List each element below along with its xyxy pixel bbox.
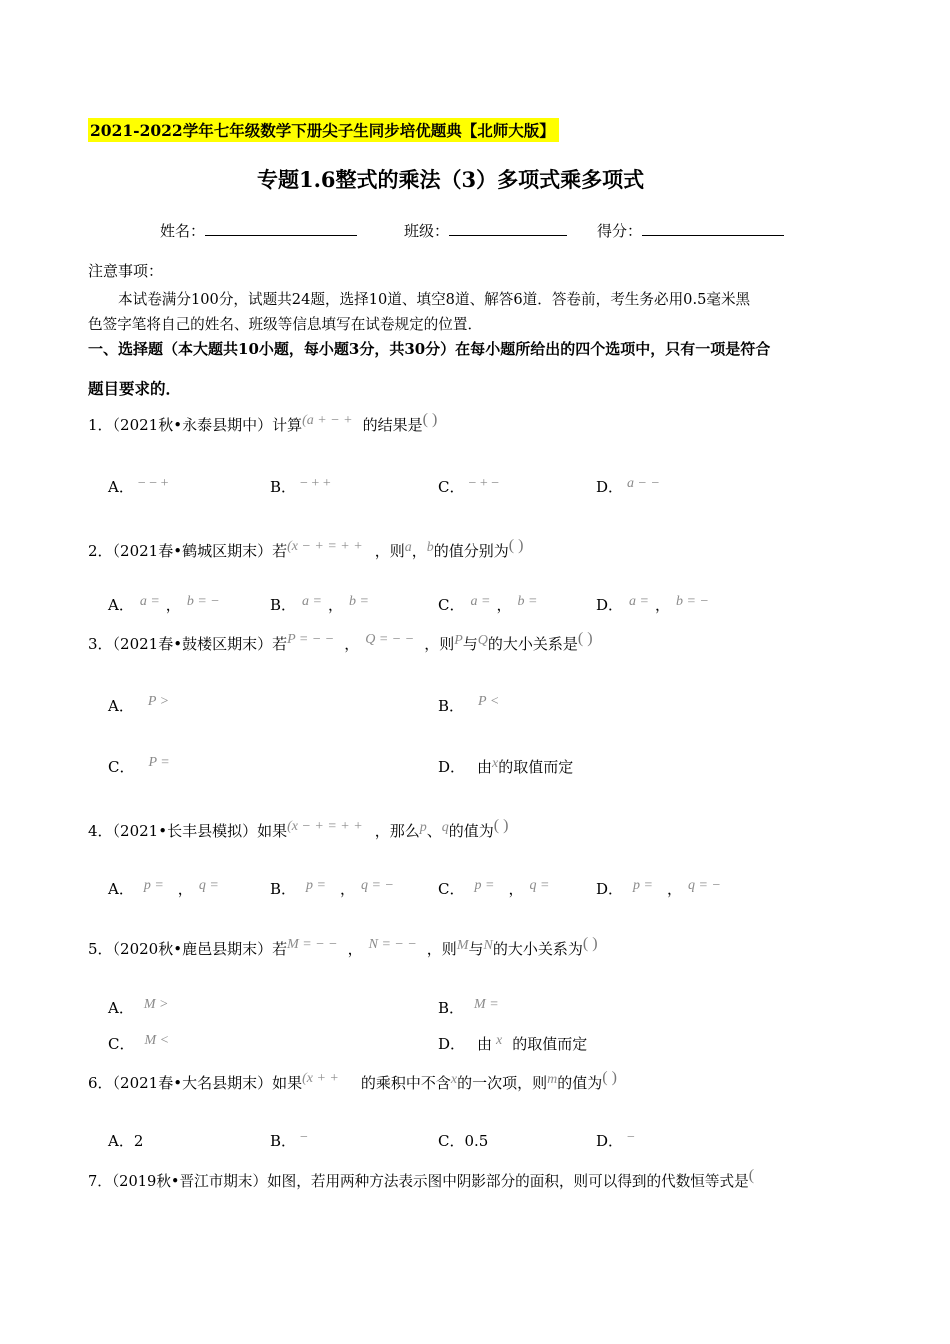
q5-option-b[interactable]: B． M = [438, 997, 499, 1017]
question-number: 2． [88, 542, 113, 560]
q1-option-a[interactable]: A． − − + [108, 476, 169, 496]
question-number: 3． [88, 635, 113, 653]
name-label: 姓名： [160, 222, 206, 240]
question-source: （2021春•鹤城区期末）若 [112, 542, 288, 560]
q2-option-a[interactable]: A． a = ， b = − [108, 594, 220, 614]
q4-option-d[interactable]: D． p = ， q = − [596, 878, 721, 898]
score-label: 得分： [597, 222, 643, 240]
question-source: （2021春•大名县期末）如果 [112, 1074, 303, 1092]
score-blank[interactable] [642, 221, 784, 236]
class-label: 班级： [404, 222, 450, 240]
section-heading-line-2: 题目要求的． [88, 379, 182, 398]
math-expression: (a + − + [302, 413, 353, 428]
class-field[interactable] [404, 220, 567, 241]
name-blank[interactable] [205, 221, 357, 236]
math-expression-q: Q = − − [365, 632, 415, 647]
question-source: （2021•长丰县模拟）如果 [112, 822, 288, 840]
question-2: 2．（2021春•鹤城区期末）若(x − + = + + ，则a，b的值分别为( ) [88, 537, 524, 560]
q2-option-c[interactable]: C． a = ， b = [438, 594, 538, 614]
q6-option-b[interactable]: B． − [270, 1130, 308, 1150]
q2-option-d[interactable]: D． a = ， b = − [596, 594, 709, 614]
q4-option-b[interactable]: B． p = ， q = − [270, 878, 394, 898]
question-7 [88, 1167, 755, 1191]
series-banner: 2021-2022学年七年级数学下册尖子生同步培优题典【北师大版】 [88, 118, 559, 142]
question-5: 5．（2020秋•鹿邑县期末）若M = − − ， N = − − ，则M与N的大小关系为( ) [88, 935, 598, 958]
question-number: 4． [88, 822, 113, 840]
answer-parentheses: ( ) [493, 817, 509, 834]
answer-parentheses: ( ) [602, 1069, 617, 1086]
answer-parentheses: ( ) [508, 537, 524, 554]
variable-a: a [404, 540, 412, 555]
score-field[interactable] [597, 220, 784, 241]
q3-option-a[interactable]: A． P > [108, 694, 170, 715]
answer-parentheses: ( ) [582, 935, 598, 952]
q6-option-d[interactable]: D． − [596, 1130, 635, 1150]
q6-option-a[interactable]: A．2 [108, 1132, 144, 1150]
question-number: 5． [88, 940, 113, 958]
math-expression: (x + + [302, 1071, 339, 1086]
math-expression: (x − + = + + [287, 539, 363, 554]
answer-parentheses: ( ) [577, 630, 593, 647]
q3-option-c[interactable]: C． P = [108, 755, 170, 776]
question-number: 6． [88, 1074, 113, 1092]
q4-option-a[interactable]: A． p = ， q = [108, 878, 219, 898]
question-source: （2020秋•鹿邑县期末）若 [112, 940, 288, 958]
q5-option-a[interactable]: A． M > [108, 997, 169, 1017]
q2-option-b[interactable]: B． a = ， b = [270, 594, 369, 614]
page-title: 专题1.6整式的乘法（3）多项式乘多项式 [257, 167, 645, 192]
name-field[interactable] [160, 220, 357, 241]
variable-b: b [426, 540, 434, 555]
class-blank[interactable] [449, 221, 567, 236]
question-source: （2019秋•晋江市期末）如图，若用两种方法表示图中阴影部分的面积，则可以得到的代数恒等式是 [111, 1173, 749, 1190]
question-1 [88, 411, 438, 435]
q3-option-d[interactable]: D． 由x的取值而定 [438, 756, 574, 776]
question-source: （2021春•鼓楼区期末）若 [112, 635, 288, 653]
q5-option-c[interactable]: C． M < [108, 1033, 170, 1053]
q6-option-c[interactable]: C．0.5 [438, 1132, 489, 1150]
q1-option-c[interactable]: C． − + − [438, 476, 500, 496]
question-number: 7． [88, 1173, 112, 1190]
answer-parentheses: ( [748, 1167, 755, 1184]
math-expression: (x − + = + + [287, 819, 363, 834]
notice-line-2: 色签字笔将自己的姓名、班级等信息填写在试卷规定的位置． [88, 316, 483, 333]
q4-option-c[interactable]: C． p = ， q = [438, 878, 550, 898]
question-3: 3．（2021春•鼓楼区期末）若P = − − ， Q = − − ，则P与Q的大小关系是( ) [88, 630, 593, 653]
notice-line-1: 本试卷满分100分，试题共24题，选择10道、填空8道、解答6道．答卷前，考生务必用0.5毫米黑 [118, 291, 751, 308]
q5-option-d[interactable]: D． 由 x 的取值而定 [438, 1033, 588, 1053]
notice-heading: 注意事项： [88, 262, 164, 280]
math-expression-m: M = − − [287, 937, 338, 952]
question-text: 的结果是 [362, 416, 423, 434]
question-number: 1． [88, 416, 113, 434]
q1-option-d[interactable]: D． a − − [596, 476, 660, 496]
q1-option-b[interactable]: B． − + + [270, 476, 331, 496]
section-heading-line-1: 一、选择题（本大题共10小题，每小题3分，共30分）在每小题所给出的四个选项中，只有一项是符合 [88, 340, 771, 358]
question-source: （2021秋•永泰县期中）计算 [112, 416, 303, 434]
math-expression-p: P = − − [287, 632, 335, 647]
q3-option-b[interactable]: B． P < [438, 694, 500, 715]
question-6: 6．（2021春•大名县期末）如果(x + + 的乘积中不含x的一次项，则m的值为( ) [88, 1069, 617, 1092]
math-expression-n: N = − − [368, 937, 417, 952]
answer-parentheses: ( ) [422, 411, 438, 428]
question-4: 4．（2021•长丰县模拟）如果(x − + = + + ，那么p、q的值为( ) [88, 817, 509, 840]
